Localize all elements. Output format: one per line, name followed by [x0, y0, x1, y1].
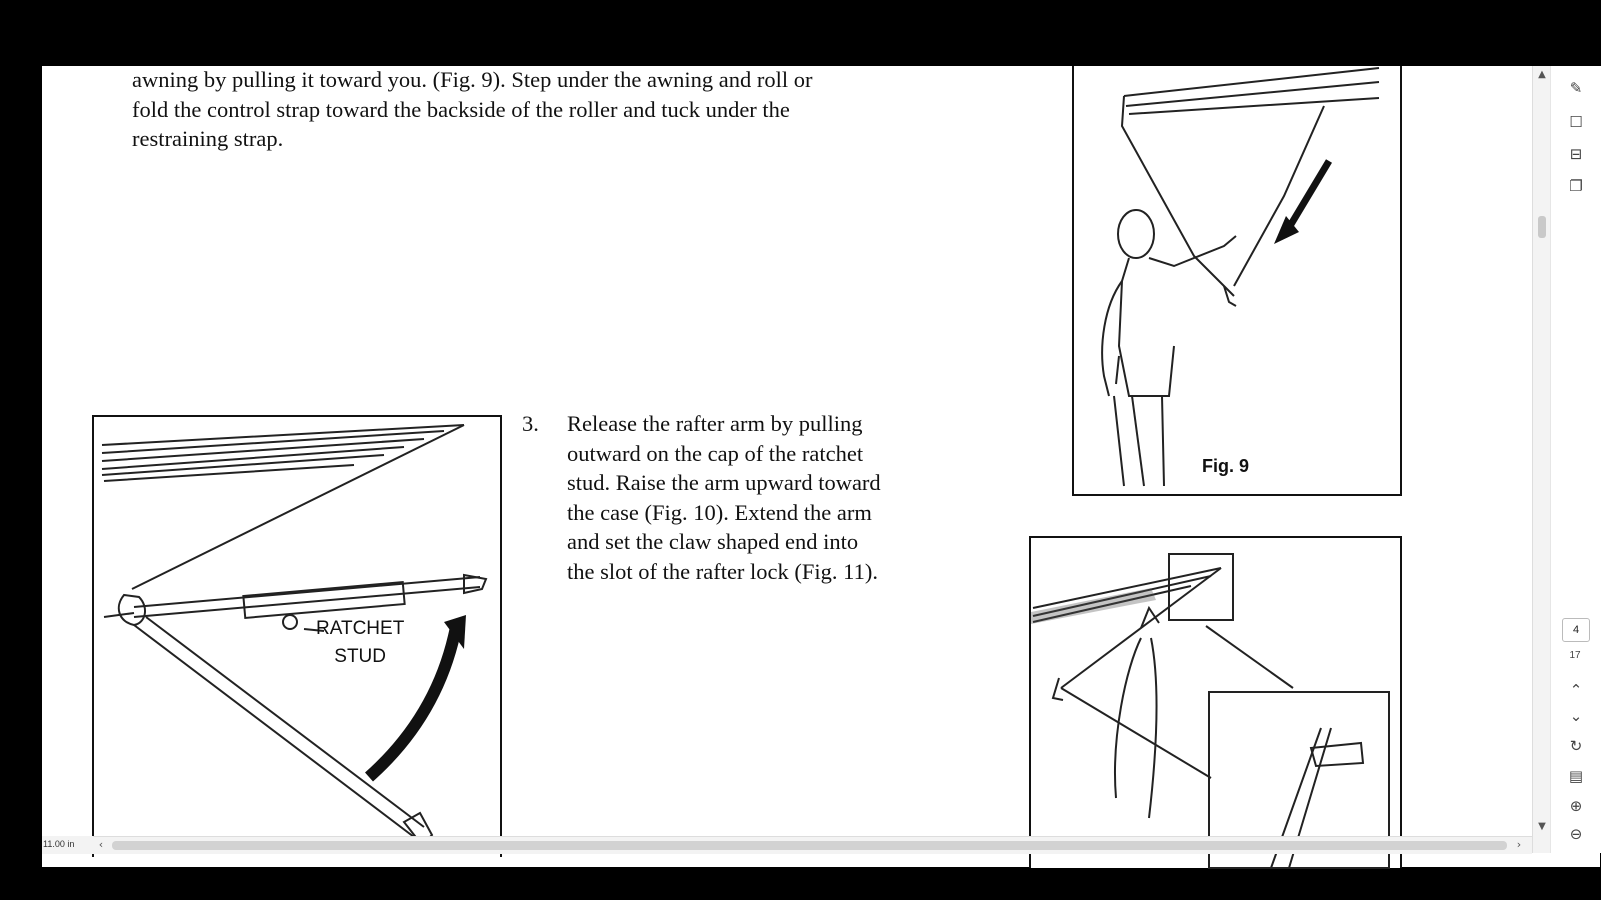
- scroll-right-arrow-icon[interactable]: ›: [1516, 838, 1522, 851]
- ai-assistant-icon[interactable]: ✎: [1569, 79, 1583, 97]
- document-viewer: [42, 66, 1600, 867]
- text-line: the slot of the rafter lock (Fig. 11).: [567, 558, 878, 584]
- figure-11-rafter-lock: [1029, 536, 1402, 868]
- scroll-left-arrow-icon[interactable]: ‹: [98, 838, 104, 851]
- step-3-text: [567, 409, 987, 586]
- text-line: awning by pulling it toward you. (Fig. 9). Step under the awning and roll or: [132, 67, 813, 92]
- text-line: outward on the cap of the ratchet: [567, 440, 864, 466]
- horizontal-scroll-thumb[interactable]: [112, 841, 1507, 850]
- step-number: 3.: [522, 411, 539, 436]
- pages-icon[interactable]: ❐: [1569, 177, 1583, 195]
- chevron-up-icon[interactable]: ⌃: [1569, 681, 1583, 699]
- paragraph-control-strap: [132, 65, 992, 154]
- ratchet-label-line: RATCHET: [316, 618, 405, 639]
- page-size-indicator: 11.00 in: [42, 836, 93, 853]
- vertical-scrollbar[interactable]: [1532, 66, 1551, 853]
- text-line: Release the rafter arm by pulling: [567, 411, 863, 436]
- refresh-icon[interactable]: ↻: [1569, 737, 1583, 755]
- figure-10-rafter-arm: [92, 415, 502, 857]
- rafter-lock-illustration: [1031, 538, 1400, 868]
- vertical-scroll-thumb[interactable]: [1538, 216, 1546, 238]
- zoom-in-icon[interactable]: ⊕: [1569, 797, 1583, 815]
- ratchet-stud-label: [316, 615, 404, 671]
- zoom-out-icon[interactable]: ⊖: [1569, 825, 1583, 843]
- text-line: stud. Raise the arm upward toward: [567, 470, 881, 495]
- text-line: restraining strap.: [132, 126, 284, 151]
- comment-icon[interactable]: ☐: [1569, 113, 1583, 131]
- ratchet-label-line: STUD: [334, 646, 387, 667]
- chevron-down-icon[interactable]: ⌄: [1569, 707, 1583, 725]
- scroll-up-arrow-icon[interactable]: ▲: [1538, 69, 1546, 80]
- text-line: fold the control strap toward the backside of the roller and tuck under the: [132, 96, 790, 122]
- right-toolbar: [1550, 66, 1601, 853]
- text-line: and set the claw shaped end into: [567, 529, 859, 554]
- horizontal-scrollbar[interactable]: [42, 836, 1532, 854]
- current-page-input[interactable]: 4: [1562, 618, 1590, 642]
- bookmark-icon[interactable]: ⊟: [1569, 145, 1583, 163]
- total-pages: 17: [1569, 650, 1581, 661]
- figure-9-label: Fig. 9: [1202, 456, 1250, 476]
- pdf-page: [42, 66, 1546, 853]
- rafter-arm-illustration: [94, 417, 500, 857]
- scroll-down-arrow-icon[interactable]: ▼: [1538, 821, 1546, 832]
- page-fit-icon[interactable]: ▤: [1568, 767, 1584, 785]
- person-pulling-illustration: [1074, 66, 1400, 494]
- text-line: the case (Fig. 10). Extend the arm: [567, 499, 872, 525]
- figure-9-pulling-awning: [1072, 66, 1402, 496]
